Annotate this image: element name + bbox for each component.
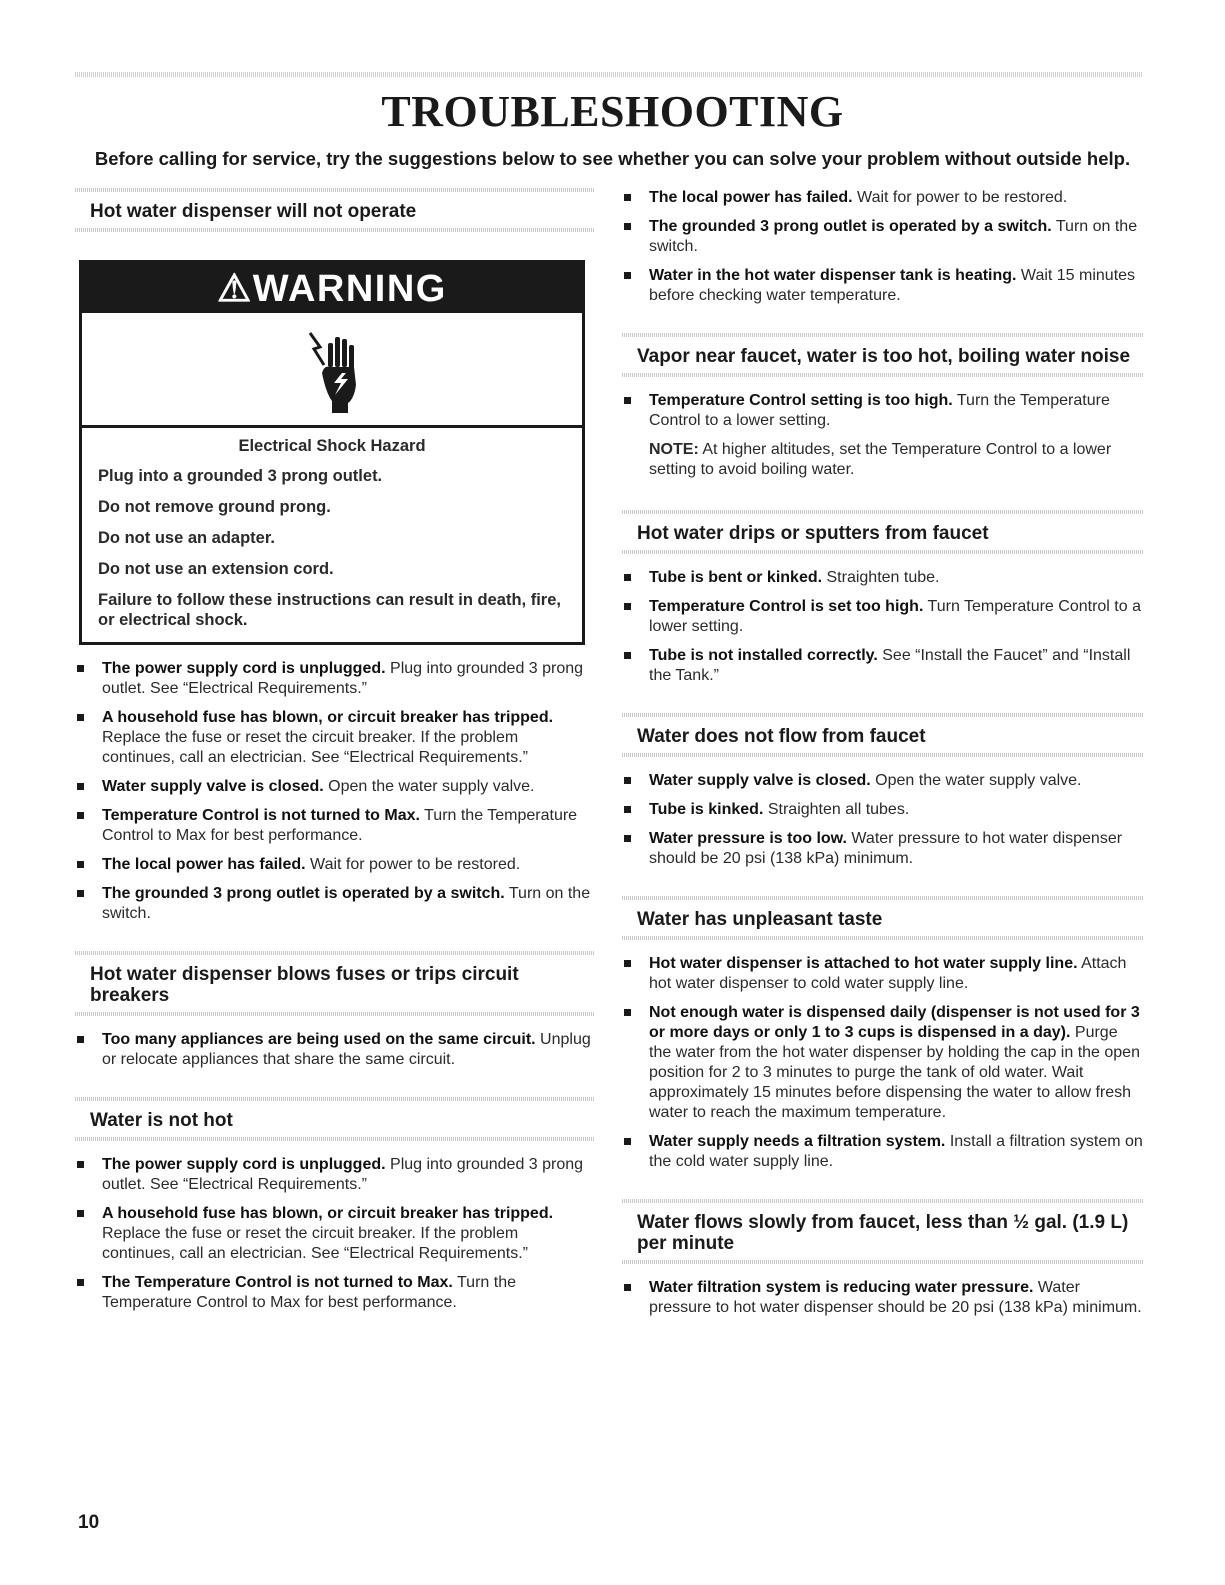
- item-list: [622, 1278, 1144, 1318]
- bullet: [624, 603, 631, 610]
- hazard-title: Electrical Shock Hazard: [238, 437, 426, 455]
- warning-line: Failure to follow these instructions can result in death, fire, or electrical shock.: [98, 591, 561, 629]
- section-rule: [75, 228, 595, 232]
- bullet: [77, 714, 84, 721]
- section-rule: [622, 550, 1144, 554]
- section-title: Vapor near faucet, water is too hot, boiling water noise: [637, 346, 1131, 367]
- list-item: Water pressure is too low. Water pressure to hot water dispenser should be 20 psi (138 kPa) minimum.: [622, 829, 1144, 869]
- warning-line: Do not use an extension cord.: [98, 560, 334, 578]
- section-title: Water flows slowly from faucet, less than ½ gal. (1.9 L) per minute: [637, 1212, 1129, 1254]
- section-header: [622, 510, 1144, 554]
- list-item: Temperature Control is set too high. Turn Temperature Control to a lower setting.: [622, 597, 1144, 637]
- list-item: Hot water dispenser is attached to hot water supply line. Attach hot water dispenser to cold water supply line.: [622, 954, 1144, 994]
- bullet: [77, 1161, 84, 1168]
- section-title: Water does not flow from faucet: [637, 726, 926, 747]
- item-list: [75, 1030, 595, 1070]
- section-rule: [622, 373, 1144, 377]
- list-item: The local power has failed. Wait for power to be restored.: [75, 855, 595, 875]
- bullet: [624, 397, 631, 404]
- bullet: [77, 890, 84, 897]
- list-item: The Temperature Control is not turned to Max. Turn the Temperature Control to Max for best performance.: [75, 1273, 595, 1313]
- list-item: The local power has failed. Wait for power to be restored.: [622, 188, 1144, 208]
- section-rule: [75, 1012, 595, 1016]
- section-rule: [622, 936, 1144, 940]
- list-item: Temperature Control is not turned to Max. Turn the Temperature Control to Max for best performance.: [75, 806, 595, 846]
- section-header: [622, 333, 1144, 377]
- bullet: [624, 652, 631, 659]
- list-item: The power supply cord is unplugged. Plug into grounded 3 prong outlet. See “Electrical Requirements.”: [75, 1155, 595, 1195]
- section-title: Hot water drips or sputters from faucet: [637, 523, 989, 544]
- top-rule: [75, 72, 1143, 77]
- intro-text: Before calling for service, try the suggestions below to see whether you can solve your problem without outside help.: [94, 148, 1131, 169]
- warning-banner: ⚠WARNING: [82, 263, 582, 313]
- bullet: [624, 777, 631, 784]
- list-item: Tube is bent or kinked. Straighten tube.: [622, 568, 1144, 588]
- list-item: Water supply valve is closed. Open the water supply valve.: [622, 771, 1144, 791]
- section-header: [75, 1097, 595, 1141]
- bullet: [624, 223, 631, 230]
- section-header: [622, 896, 1144, 940]
- section-header: [75, 951, 595, 1016]
- list-item: Water filtration system is reducing water pressure. Water pressure to hot water dispenser should be 20 psi (138 kPa) minimum.: [622, 1278, 1144, 1318]
- warning-line: Plug into a grounded 3 prong outlet.: [98, 467, 383, 485]
- list-item: The grounded 3 prong outlet is operated by a switch. Turn on the switch.: [75, 884, 595, 924]
- section-title: Water is not hot: [90, 1110, 233, 1131]
- list-item: The grounded 3 prong outlet is operated by a switch. Turn on the switch.: [622, 217, 1144, 257]
- section-title: Water has unpleasant taste: [637, 909, 883, 930]
- section-rule: [622, 1260, 1144, 1264]
- list-item: Too many appliances are being used on the same circuit. Unplug or relocate appliances that share the same circuit.: [75, 1030, 595, 1070]
- bullet: [77, 812, 84, 819]
- list-item: The power supply cord is unplugged. Plug into grounded 3 prong outlet. See “Electrical Requirements.”: [75, 659, 595, 699]
- page-number: 10: [78, 1512, 100, 1533]
- warning-line: Do not use an adapter.: [98, 529, 275, 547]
- page-title: TROUBLESHOOTING: [381, 87, 844, 136]
- bullet: [624, 1009, 631, 1016]
- bullet: [624, 806, 631, 813]
- bullet: [77, 1036, 84, 1043]
- note: NOTE: At higher altitudes, set the Temperature Control to a lower setting to avoid boiling water.: [649, 441, 1112, 478]
- warning-box: [79, 260, 585, 645]
- bullet: [624, 1284, 631, 1291]
- bullet: [77, 783, 84, 790]
- list-item: A household fuse has blown, or circuit breaker has tripped. Replace the fuse or reset the circuit breaker. If the problem continues, call an electrician. See “Electrical Requirements.”: [75, 1204, 595, 1264]
- list-item: A household fuse has blown, or circuit breaker has tripped. Replace the fuse or reset the circuit breaker. If the problem continues, call an electrician. See “Electrical Requirements.”: [75, 708, 595, 768]
- section-rule: [75, 1137, 595, 1141]
- bullet: [77, 1210, 84, 1217]
- item-list: [75, 659, 595, 924]
- bullet: [624, 960, 631, 967]
- bullet: [624, 574, 631, 581]
- list-item: Water in the hot water dispenser tank is heating. Wait 15 minutes before checking water temperature.: [622, 266, 1144, 306]
- item-list: [75, 1155, 595, 1313]
- warning-picture: [82, 313, 582, 428]
- bullet: [624, 835, 631, 842]
- item-list: [622, 188, 1144, 306]
- section-header: [622, 1199, 1144, 1264]
- section-header: [622, 713, 1144, 757]
- item-list: [622, 391, 1144, 431]
- item-list: [622, 568, 1144, 686]
- right-column: [622, 188, 1144, 1327]
- electrical-shock-icon: [308, 327, 360, 413]
- section-header: [75, 188, 595, 232]
- warning-text: [82, 428, 582, 642]
- list-item: Water supply valve is closed. Open the water supply valve.: [75, 777, 595, 797]
- list-item: Tube is kinked. Straighten all tubes.: [622, 800, 1144, 820]
- list-item: Temperature Control setting is too high. Turn the Temperature Control to a lower setting.: [622, 391, 1144, 431]
- bullet: [77, 665, 84, 672]
- bullet: [624, 272, 631, 279]
- bullet: [77, 1279, 84, 1286]
- left-column: [75, 188, 595, 1322]
- item-list: [622, 771, 1144, 869]
- list-item: Not enough water is dispensed daily (dispenser is not used for 3 or more days or only 1 to 3 cups is dispensed in a day). Purge the water from the hot water dispenser by holding the cap in the open position for 2 to 3 minutes to purge the tank of old water. Wait approximately 15 minutes before dispensing the water to allow fresh water to reach the maximum temperature.: [622, 1003, 1144, 1123]
- item-list: [622, 954, 1144, 1172]
- warning-line: Do not remove ground prong.: [98, 498, 331, 516]
- bullet: [77, 861, 84, 868]
- list-item: Tube is not installed correctly. See “Install the Faucet” and “Install the Tank.”: [622, 646, 1144, 686]
- section-title: Hot water dispenser will not operate: [90, 201, 417, 222]
- bullet: [624, 1138, 631, 1145]
- list-item: Water supply needs a filtration system. Install a filtration system on the cold water supply line.: [622, 1132, 1144, 1172]
- section-title: Hot water dispenser blows fuses or trips circuit breakers: [90, 964, 519, 1006]
- bullet: [624, 194, 631, 201]
- section-rule: [622, 753, 1144, 757]
